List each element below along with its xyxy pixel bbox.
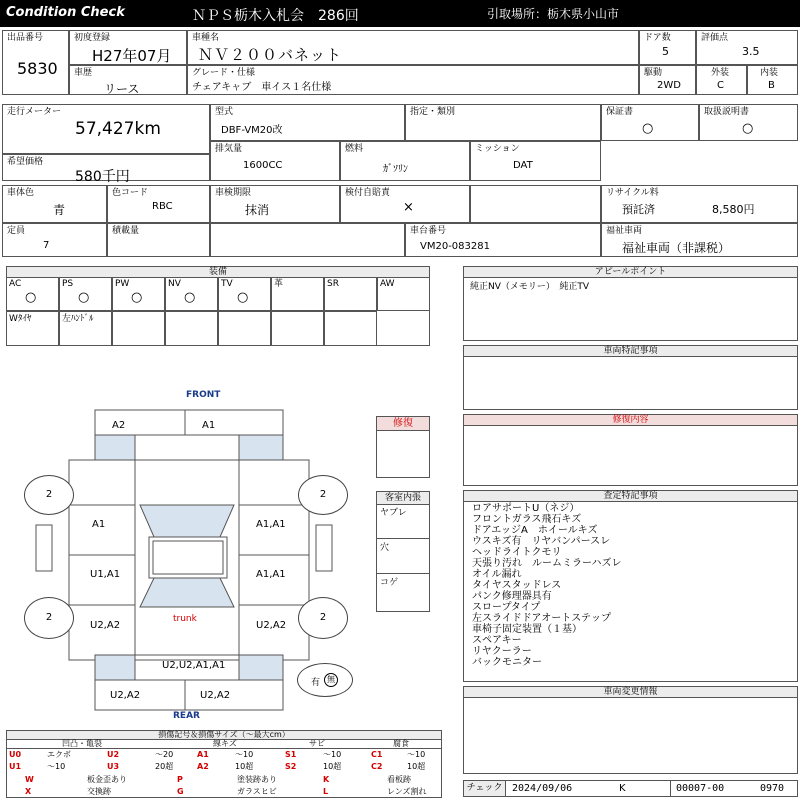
- legend-mark-desc: 看板跡: [387, 775, 411, 784]
- right-rear-door: A1,A1: [256, 569, 286, 580]
- legend-code: A1: [197, 750, 209, 759]
- legend-size: ～20: [155, 750, 174, 759]
- model-cell: 型式 DBF-VM20改: [210, 104, 405, 141]
- footer-bar: [463, 780, 798, 797]
- inspection-note: オイル漏れ: [472, 569, 522, 580]
- car-name: ＮＶ２００バネット: [198, 46, 343, 64]
- tire-rear-left: 2: [24, 597, 74, 639]
- score: 3.5: [742, 45, 760, 58]
- special-notes-title: 車両特記事項: [464, 346, 797, 357]
- blank-cell-2: [210, 223, 405, 257]
- price: 580千円: [75, 169, 130, 185]
- interior-state-box: [376, 491, 430, 612]
- tire-front-right: 2: [298, 475, 348, 515]
- change-info-panel: [463, 686, 798, 774]
- recycle-cell: リサイクル料 預託済 8,580円: [601, 185, 798, 223]
- fuel: ｶﾞｿﾘﾝ: [383, 164, 408, 175]
- manual: ○: [742, 121, 754, 136]
- drive: 2WD: [657, 80, 681, 91]
- auction-name: ＮＰＳ栃木入札会 286回: [192, 8, 359, 24]
- legend-code: U2: [107, 750, 120, 759]
- liability: ×: [403, 200, 414, 215]
- car-name-cell: 車種名 ＮＶ２００バネット: [187, 30, 639, 65]
- legend-code: C2: [371, 762, 383, 771]
- liability-cell: 検付自賠責 ×: [340, 185, 470, 223]
- inspection-expiry: 抹消: [245, 203, 270, 217]
- color-code: RBC: [152, 201, 173, 212]
- history-cell: 車歴 リース: [69, 65, 187, 95]
- spare-tire: [297, 663, 353, 697]
- special-notes-panel: [463, 345, 798, 410]
- inspection-cell: 車検期限 抹消: [210, 185, 340, 223]
- rear-bottom-right: U2,A2: [200, 690, 231, 701]
- legend-col3: サビ: [309, 739, 325, 748]
- legend-mark-desc: 交換跡: [87, 787, 111, 796]
- inspection-note: パンク修理器具有: [472, 591, 552, 602]
- color-code-cell: 色コード RBC: [107, 185, 210, 223]
- inspection-notes-panel: [463, 490, 798, 682]
- equipment-label: AC: [9, 279, 22, 289]
- price-cell: 希望価格 580千円: [2, 154, 210, 181]
- spare-value: 無: [324, 673, 338, 687]
- displacement: 1600CC: [243, 160, 283, 171]
- legend-code: U0: [9, 750, 22, 759]
- recycle-status: 預託済: [622, 203, 655, 216]
- welfare-cell: 福祉車両 福祉車両（非課税）: [601, 223, 798, 257]
- equipment-cell: [324, 277, 377, 311]
- lot-cell: 出品番号 5830: [2, 30, 69, 95]
- legend-col2: 線キズ: [213, 739, 237, 748]
- equipment-label: SR: [327, 279, 339, 289]
- interior-burn: コゲ: [380, 578, 399, 588]
- legend-code: U3: [107, 762, 120, 771]
- equipment-cell: [218, 311, 271, 346]
- legend-mark-code: X: [25, 787, 32, 796]
- first-registration-cell: 初度登録 H27年07月: [69, 30, 187, 65]
- equipment-mark: ○: [237, 290, 249, 305]
- rear-upper-panel: U2,U2,A1,A1: [162, 660, 226, 671]
- legend-code: U1: [9, 762, 22, 771]
- load-cell: 積載量: [107, 223, 210, 257]
- inspector: K: [619, 783, 626, 794]
- legend-mark-desc: レンズ割れ: [387, 787, 427, 796]
- left-rear-panel: U2,A2: [90, 620, 121, 631]
- footer-code: 00007-00: [676, 783, 725, 794]
- repair-details-title: 修復内容: [464, 415, 797, 426]
- legend-code: S2: [285, 762, 297, 771]
- score-cell: 評価点 3.5: [696, 30, 798, 65]
- displacement-cell: 排気量 1600CC: [210, 141, 340, 181]
- equipment-label: AW: [380, 279, 395, 289]
- rear-label: REAR: [173, 711, 200, 721]
- check-date: 2024/09/06: [512, 783, 573, 794]
- legend-mark-code: W: [25, 775, 34, 784]
- equipment-mark: ○: [184, 290, 196, 305]
- legend-size: 10超: [323, 762, 342, 771]
- inspection-note: 天張り汚れ ルームミラーハズレ: [472, 558, 622, 569]
- first-registration: H27年07月: [92, 47, 172, 65]
- inspection-note: ウスキズ有 リヤバンパースレ: [472, 536, 611, 547]
- equipment-cell: [218, 277, 271, 311]
- legend-mark-code: K: [323, 775, 330, 784]
- appeal-text: 純正NV（メモリー） 純正TV: [470, 282, 590, 292]
- legend-size: 20超: [155, 762, 174, 771]
- exterior-cell: 外装 C: [696, 65, 747, 95]
- pickup-location: 引取場所：栃木県小山市: [487, 7, 620, 21]
- mileage: 57,427km: [75, 119, 161, 139]
- inspection-note: 左スライドドアオートステップ: [472, 613, 611, 624]
- equipment-cell: [165, 311, 218, 346]
- spare-label: 有: [311, 678, 321, 688]
- inspection-note: タイヤスタッドレス: [472, 580, 562, 591]
- appeal-title: アピールポイント: [464, 267, 797, 278]
- grade: チェアキャブ 車イス１名仕様: [192, 82, 332, 93]
- legend-size: ～10: [235, 750, 254, 759]
- equipment-label: Wﾀｲﾔ: [9, 314, 32, 324]
- mission-cell: ミッション DAT: [470, 141, 601, 181]
- equipment-mark: ○: [25, 290, 37, 305]
- chassis-number: VM20-083281: [420, 241, 490, 252]
- exterior-grade: C: [717, 80, 724, 91]
- repair-details-panel: [463, 414, 798, 486]
- welfare: 福祉車両（非課税）: [622, 241, 731, 255]
- legend-mark-desc: 塗装跡あり: [237, 775, 277, 784]
- legend-code: S1: [285, 750, 297, 759]
- legend-mark-desc: 板金歪あり: [87, 775, 127, 784]
- inspection-note: ロアサポートU（ネジ）: [472, 503, 580, 514]
- interior-state-title: 客室内張: [377, 492, 429, 505]
- right-front-door: A1,A1: [256, 519, 286, 530]
- legend-col1: 凹凸・亀裂: [62, 739, 102, 748]
- equipment-mark: ○: [78, 290, 90, 305]
- inspection-note: ヘッドライトクモリ: [472, 547, 562, 558]
- equipment-mark: ○: [131, 290, 143, 305]
- legend-size: 10超: [407, 762, 426, 771]
- front-label: FRONT: [186, 390, 221, 400]
- capacity: 7: [43, 240, 50, 251]
- interior-grade: B: [768, 80, 775, 91]
- manual-cell: 取扱説明書 ○: [699, 104, 798, 141]
- inspection-note: スロープタイプ: [472, 602, 541, 613]
- legend-size: 10超: [235, 762, 254, 771]
- legend-size: ～10: [407, 750, 426, 759]
- legend-size: ～10: [47, 762, 66, 771]
- doors-cell: ドア数 5: [639, 30, 696, 65]
- body-color: 青: [53, 203, 66, 217]
- warranty-cell: 保証書 ○: [601, 104, 699, 141]
- color-cell: 車体色 青: [2, 185, 107, 223]
- equipment-cell: [6, 311, 59, 346]
- chassis-cell: 車台番号 VM20-083281: [405, 223, 601, 257]
- equipment-cell: [271, 311, 324, 346]
- inspection-note: リヤクーラー: [472, 646, 532, 657]
- inspection-note: 車椅子固定装置（１基）: [472, 624, 582, 635]
- legend-mark-desc: ガラスヒビ: [237, 787, 277, 796]
- left-rear-door: U1,A1: [90, 569, 121, 580]
- left-front-door: A1: [92, 519, 106, 530]
- interior-hole: 穴: [380, 543, 390, 553]
- inspection-note: フロントガラス飛石キズ: [472, 514, 582, 525]
- equipment-cell: [6, 277, 59, 311]
- equipment-cell: [59, 277, 112, 311]
- inspection-note: スペアキー: [472, 635, 522, 646]
- drive-cell: 駆動 2WD: [639, 65, 696, 95]
- equipment-label: PW: [115, 279, 130, 289]
- repair-title: 修復: [377, 417, 429, 431]
- equipment-grid: [6, 277, 430, 346]
- lot-number: 5830: [17, 59, 58, 78]
- car-outline: [20, 388, 415, 724]
- legend-col4: 腐食: [393, 739, 409, 748]
- legend-code: C1: [371, 750, 383, 759]
- equipment-label: 革: [274, 279, 284, 289]
- change-info-title: 車両変更情報: [464, 687, 797, 698]
- tire-front-left: 2: [24, 475, 74, 515]
- legend-mark-code: P: [177, 775, 183, 784]
- legend-code: A2: [197, 762, 209, 771]
- capacity-cell: 定員 7: [2, 223, 107, 257]
- inspection-note: ドアエッジA ホイールキズ: [472, 525, 598, 536]
- legend-mark-code: G: [177, 787, 184, 796]
- trunk-label: trunk: [173, 614, 197, 624]
- equipment-title: 装備: [7, 267, 429, 278]
- equipment-cell: [59, 311, 112, 346]
- equipment-cell: [324, 311, 377, 346]
- equipment-label: NV: [168, 279, 181, 289]
- doc-title: Condition Check: [6, 5, 125, 20]
- interior-cell: 内装 B: [747, 65, 798, 95]
- inspection-note: バックモニター: [472, 657, 542, 668]
- legend-mark-code: L: [323, 787, 329, 796]
- repair-box: [376, 416, 430, 478]
- legend-size: エクボ: [47, 750, 71, 759]
- grade-cell: グレード・仕様 チェアキャブ 車イス１名仕様: [187, 65, 639, 95]
- appeal-panel: [463, 266, 798, 341]
- legend-title: 損傷記号＆損傷サイズ（～最大cm）: [7, 731, 441, 740]
- mileage-cell: 走行メーター 57,427km: [2, 104, 210, 154]
- equipment-cell: [112, 277, 165, 311]
- legend-panel: [6, 730, 442, 798]
- damage-diagram: [20, 388, 415, 724]
- equipment-cell: [112, 311, 165, 346]
- right-rear-panel: U2,A2: [256, 620, 287, 631]
- blank-cell: [470, 185, 601, 223]
- designation-cell: 指定・類別: [405, 104, 601, 141]
- front-left-panel: A2: [112, 420, 126, 431]
- equipment-cell: [377, 277, 430, 311]
- front-right-panel: A1: [202, 420, 216, 431]
- footer-number: 0970: [760, 783, 785, 794]
- rear-bottom-left: U2,A2: [110, 690, 141, 701]
- inspection-notes-list: [472, 503, 622, 668]
- fuel-cell: 燃料 ｶﾞｿﾘﾝ: [340, 141, 470, 181]
- equipment-label: TV: [221, 279, 233, 289]
- inspection-notes-title: 査定特記事項: [464, 491, 797, 502]
- equipment-label: PS: [62, 279, 74, 289]
- recycle-fee: 8,580円: [712, 203, 755, 216]
- equipment-cell: [271, 277, 324, 311]
- history: リース: [104, 82, 140, 96]
- model: DBF-VM20改: [221, 125, 283, 136]
- header-bar: [0, 0, 800, 27]
- doors: 5: [662, 45, 669, 58]
- legend-size: ～10: [323, 750, 342, 759]
- equipment-label: 左ﾊﾝﾄﾞﾙ: [62, 314, 94, 324]
- mission: DAT: [513, 160, 533, 171]
- interior-tear: ヤブレ: [380, 508, 407, 518]
- check-label: チェック: [464, 781, 506, 796]
- equipment-cell: [165, 277, 218, 311]
- tire-rear-right: 2: [298, 597, 348, 639]
- warranty: ○: [642, 121, 654, 136]
